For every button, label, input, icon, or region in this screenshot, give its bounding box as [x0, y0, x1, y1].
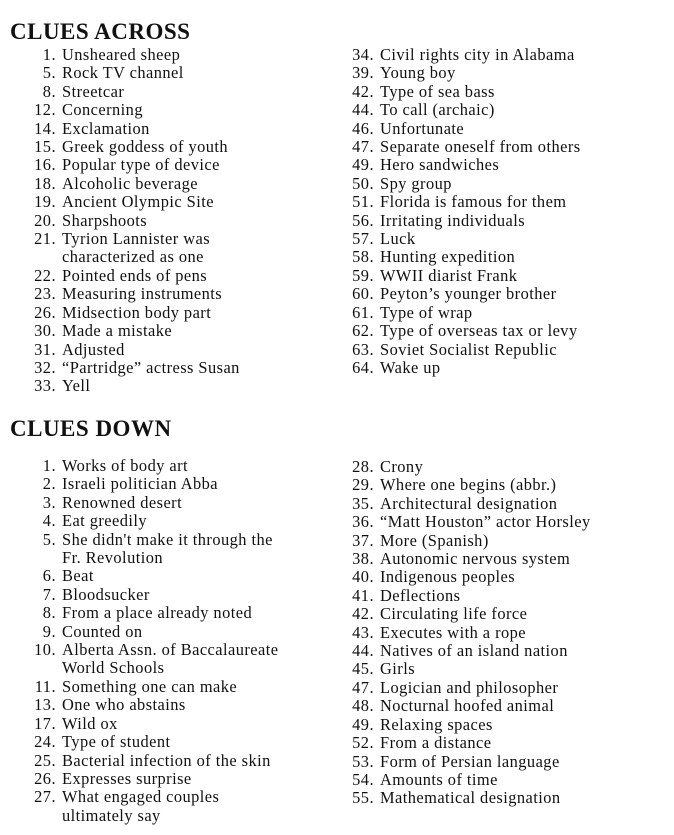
- clue-item: [346, 64, 581, 82]
- clue-text: What engaged couples ultimately say: [62, 787, 220, 825]
- clue-text: “Matt Houston” actor Horsley: [380, 512, 591, 532]
- clue-item: [346, 660, 591, 678]
- clue-number: 15 .: [28, 138, 56, 156]
- clue-item: [28, 623, 278, 641]
- clue-number: 1 .: [28, 46, 56, 64]
- clue-number: 11 .: [28, 678, 56, 696]
- clue-number: 45 .: [346, 660, 374, 678]
- clue-text: “Partridge” actress Susan: [62, 357, 240, 377]
- clue-item: [346, 175, 581, 193]
- clue-number: 37 .: [346, 532, 374, 550]
- clue-text: Nocturnal hoofed animal: [380, 696, 555, 716]
- clue-item: [346, 248, 581, 266]
- clue-item: [28, 696, 278, 714]
- clue-text: Where one begins (abbr.): [380, 475, 557, 495]
- clue-text: Eat greedily: [62, 511, 148, 531]
- clue-number: 57 .: [346, 230, 374, 248]
- clue-text: Hero sandwiches: [380, 155, 500, 175]
- clue-item: [346, 550, 591, 568]
- clue-text: Natives of an island nation: [380, 641, 568, 661]
- clue-number: 61 .: [346, 304, 374, 322]
- clue-text: Luck: [380, 229, 416, 249]
- clue-item: [28, 641, 278, 678]
- clue-number: 48 .: [346, 697, 374, 715]
- clue-text: Soviet Socialist Republic: [380, 339, 557, 359]
- clue-number: 33 .: [28, 377, 56, 395]
- clue-text: Executes with a rope: [380, 622, 526, 642]
- clue-number: 49 .: [346, 156, 374, 174]
- clue-text: Tyrion Lannister was characterized as one: [62, 229, 211, 267]
- clue-number: 8 .: [28, 604, 56, 622]
- clue-number: 19 .: [28, 193, 56, 211]
- clue-number: 12 .: [28, 101, 56, 119]
- clue-text: Logician and philosopher: [380, 677, 559, 697]
- clue-number: 43 .: [346, 624, 374, 642]
- clue-item: [28, 770, 278, 788]
- clue-number: 5 .: [28, 531, 56, 568]
- across-clue-list-left: [28, 46, 240, 396]
- clue-item: [346, 285, 581, 303]
- clue-number: 6 .: [28, 567, 56, 585]
- clue-number: 2 .: [28, 475, 56, 493]
- clue-number: 21 .: [28, 230, 56, 267]
- clue-item: [28, 475, 278, 493]
- clue-item: [346, 789, 591, 807]
- clue-text: Indigenous peoples: [380, 567, 516, 587]
- clue-item: [28, 120, 240, 138]
- clue-number: 5 .: [28, 64, 56, 82]
- clue-text: Streetcar: [62, 81, 125, 101]
- clue-text: Peyton’s younger brother: [380, 284, 557, 304]
- clue-number: 36 .: [346, 513, 374, 531]
- clue-number: 41 .: [346, 587, 374, 605]
- clue-item: [346, 697, 591, 715]
- clue-item: [346, 568, 591, 586]
- clue-text: Type of sea bass: [380, 81, 495, 101]
- clue-text: Relaxing spaces: [380, 714, 493, 734]
- clue-number: 49 .: [346, 716, 374, 734]
- clue-item: [346, 495, 591, 513]
- clue-number: 50 .: [346, 175, 374, 193]
- clue-number: 10 .: [28, 641, 56, 678]
- clue-number: 20 .: [28, 212, 56, 230]
- clue-item: [28, 212, 240, 230]
- clue-text: To call (archaic): [380, 100, 495, 120]
- clue-text: Rock TV channel: [62, 63, 184, 83]
- clue-number: 63 .: [346, 341, 374, 359]
- clue-number: 4 .: [28, 512, 56, 530]
- clue-text: Yell: [62, 376, 91, 396]
- clues-down-heading: CLUES DOWN: [10, 416, 172, 441]
- clue-text: Unfortunate: [380, 118, 465, 138]
- clue-number: 64 .: [346, 359, 374, 377]
- clue-text: Wake up: [380, 357, 441, 377]
- clue-item: [346, 476, 591, 494]
- clue-number: 35 .: [346, 495, 374, 513]
- clue-item: [346, 716, 591, 734]
- clue-number: 31 .: [28, 341, 56, 359]
- clue-text: Deflections: [380, 585, 461, 605]
- clue-text: Pointed ends of pens: [62, 265, 208, 285]
- clue-number: 18 .: [28, 175, 56, 193]
- clue-item: [28, 377, 240, 395]
- clue-item: [346, 532, 591, 550]
- clue-item: [28, 46, 240, 64]
- clue-item: [346, 341, 581, 359]
- clue-item: [346, 230, 581, 248]
- clue-item: [28, 512, 278, 530]
- clue-number: 42 .: [346, 605, 374, 623]
- clue-item: [346, 642, 591, 660]
- clue-number: 34 .: [346, 46, 374, 64]
- across-clue-list-right: [346, 46, 581, 377]
- clue-number: 29 .: [346, 476, 374, 494]
- clue-number: 25 .: [28, 752, 56, 770]
- clue-text: From a distance: [380, 733, 492, 753]
- clue-item: [28, 138, 240, 156]
- clue-number: 44 .: [346, 642, 374, 660]
- clue-text: Wild ox: [62, 713, 118, 733]
- clue-number: 47 .: [346, 679, 374, 697]
- clue-number: 62 .: [346, 322, 374, 340]
- clue-text: Type of student: [62, 732, 171, 752]
- clue-item: [28, 64, 240, 82]
- clue-text: Amounts of time: [380, 769, 498, 789]
- clue-number: 30 .: [28, 322, 56, 340]
- clue-item: [28, 567, 278, 585]
- clue-number: 26 .: [28, 304, 56, 322]
- clue-number: 40 .: [346, 568, 374, 586]
- clue-number: 14 .: [28, 120, 56, 138]
- clue-text: Works of body art: [62, 456, 189, 475]
- clue-text: Unsheared sheep: [62, 45, 181, 64]
- clue-item: [28, 752, 278, 770]
- clue-item: [346, 359, 581, 377]
- clue-number: 13 .: [28, 696, 56, 714]
- clue-number: 55 .: [346, 789, 374, 807]
- clue-item: [28, 733, 278, 751]
- clue-text: From a place already noted: [62, 603, 253, 623]
- clue-text: Autonomic nervous system: [380, 549, 571, 569]
- clue-number: 7 .: [28, 586, 56, 604]
- clue-number: 17 .: [28, 715, 56, 733]
- clue-item: [28, 359, 240, 377]
- clue-text: Popular type of device: [62, 155, 220, 175]
- clue-item: [346, 679, 591, 697]
- clue-item: [28, 193, 240, 211]
- clue-text: Circulating life force: [380, 604, 528, 624]
- clue-number: 56 .: [346, 212, 374, 230]
- clue-item: [28, 230, 240, 267]
- clue-text: Alberta Assn. of Baccalaureate World Schools: [62, 640, 279, 678]
- clue-item: [28, 678, 278, 696]
- clue-text: One who abstains: [62, 695, 186, 715]
- clue-text: She didn't make it through the Fr. Revolution: [62, 529, 273, 568]
- clue-item: [28, 175, 240, 193]
- clue-item: [346, 83, 581, 101]
- clue-number: 39 .: [346, 64, 374, 82]
- clue-number: 28 .: [346, 458, 374, 476]
- clue-number: 47 .: [346, 138, 374, 156]
- clues-across-heading: CLUES ACROSS: [10, 19, 191, 44]
- clue-text: Bloodsucker: [62, 584, 150, 604]
- clue-item: [346, 267, 581, 285]
- clue-item: [28, 715, 278, 733]
- clue-item: [28, 304, 240, 322]
- clue-item: [28, 101, 240, 119]
- clue-number: 27 .: [28, 788, 56, 825]
- clue-item: [346, 587, 591, 605]
- clue-item: [28, 494, 278, 512]
- clue-text: Counted on: [62, 621, 143, 641]
- clue-number: 32 .: [28, 359, 56, 377]
- clue-item: [346, 46, 581, 64]
- clue-text: Bacterial infection of the skin: [62, 750, 271, 770]
- clue-number: 22 .: [28, 267, 56, 285]
- clue-item: [346, 605, 591, 623]
- clue-text: Made a mistake: [62, 321, 173, 341]
- clue-text: Adjusted: [62, 339, 125, 359]
- clue-item: [346, 771, 591, 789]
- clue-text: Exclamation: [62, 118, 150, 138]
- down-clue-list-right: [346, 458, 591, 808]
- clue-text: Measuring instruments: [62, 284, 223, 304]
- clue-item: [28, 83, 240, 101]
- clue-item: [28, 531, 278, 568]
- clue-number: 53 .: [346, 753, 374, 771]
- clue-item: [346, 458, 591, 476]
- clue-text: Irritating individuals: [380, 210, 526, 230]
- clue-item: [28, 604, 278, 622]
- clue-text: Israeli politician Abba: [62, 474, 219, 494]
- clue-item: [28, 322, 240, 340]
- clue-item: [28, 457, 278, 475]
- clue-text: WWII diarist Frank: [380, 265, 518, 285]
- clue-number: 38 .: [346, 550, 374, 568]
- clue-item: [346, 753, 591, 771]
- clue-text: More (Spanish): [380, 530, 489, 550]
- clue-item: [346, 624, 591, 642]
- clue-item: [346, 322, 581, 340]
- clue-text: Architectural designation: [380, 493, 558, 513]
- clue-text: Midsection body part: [62, 302, 212, 322]
- clue-text: Beat: [62, 566, 94, 586]
- clue-number: 3 .: [28, 494, 56, 512]
- clue-item: [346, 101, 581, 119]
- clue-item: [346, 212, 581, 230]
- clue-number: 60 .: [346, 285, 374, 303]
- clue-number: 23 .: [28, 285, 56, 303]
- clue-text: Type of overseas tax or levy: [380, 321, 578, 341]
- clue-item: [28, 586, 278, 604]
- clue-number: 1 .: [28, 457, 56, 475]
- clue-item: [346, 304, 581, 322]
- clue-text: Girls: [380, 659, 416, 679]
- clue-text: Greek goddess of youth: [62, 137, 229, 157]
- clue-number: 9 .: [28, 623, 56, 641]
- clue-item: [346, 513, 591, 531]
- clue-text: Alcoholic beverage: [62, 173, 198, 193]
- clue-text: Something one can make: [62, 676, 238, 696]
- clue-item: [346, 138, 581, 156]
- clue-text: Mathematical designation: [380, 788, 561, 808]
- clue-number: 52 .: [346, 734, 374, 752]
- clue-text: Concerning: [62, 100, 143, 120]
- clue-number: 54 .: [346, 771, 374, 789]
- clue-number: 44 .: [346, 101, 374, 119]
- down-clue-list-left: [28, 457, 278, 825]
- clue-text: Civil rights city in Alabama: [380, 45, 575, 64]
- clue-text: Form of Persian language: [380, 751, 560, 771]
- clue-item: [28, 267, 240, 285]
- clue-number: 26 .: [28, 770, 56, 788]
- clue-text: Ancient Olympic Site: [62, 192, 214, 212]
- clue-text: Spy group: [380, 173, 452, 193]
- clue-number: 24 .: [28, 733, 56, 751]
- clue-number: 58 .: [346, 248, 374, 266]
- clue-number: 8 .: [28, 83, 56, 101]
- clue-item: [346, 156, 581, 174]
- clue-text: Renowned desert: [62, 492, 183, 512]
- clue-item: [28, 341, 240, 359]
- clue-item: [28, 285, 240, 303]
- clue-text: Separate oneself from others: [380, 137, 581, 157]
- clue-number: 16 .: [28, 156, 56, 174]
- clue-text: Hunting expedition: [380, 247, 516, 267]
- clue-text: Expresses surprise: [62, 768, 192, 788]
- clue-number: 51 .: [346, 193, 374, 211]
- clue-text: Young boy: [380, 63, 456, 83]
- clue-text: Type of wrap: [380, 302, 473, 322]
- clue-item: [346, 193, 581, 211]
- clue-number: 42 .: [346, 83, 374, 101]
- clue-text: Florida is famous for them: [380, 192, 567, 212]
- clue-number: 59 .: [346, 267, 374, 285]
- clue-item: [28, 788, 278, 825]
- clue-text: Crony: [380, 457, 424, 476]
- clue-item: [346, 120, 581, 138]
- clue-number: 46 .: [346, 120, 374, 138]
- clue-text: Sharpshoots: [62, 210, 148, 230]
- clue-item: [28, 156, 240, 174]
- clue-item: [346, 734, 591, 752]
